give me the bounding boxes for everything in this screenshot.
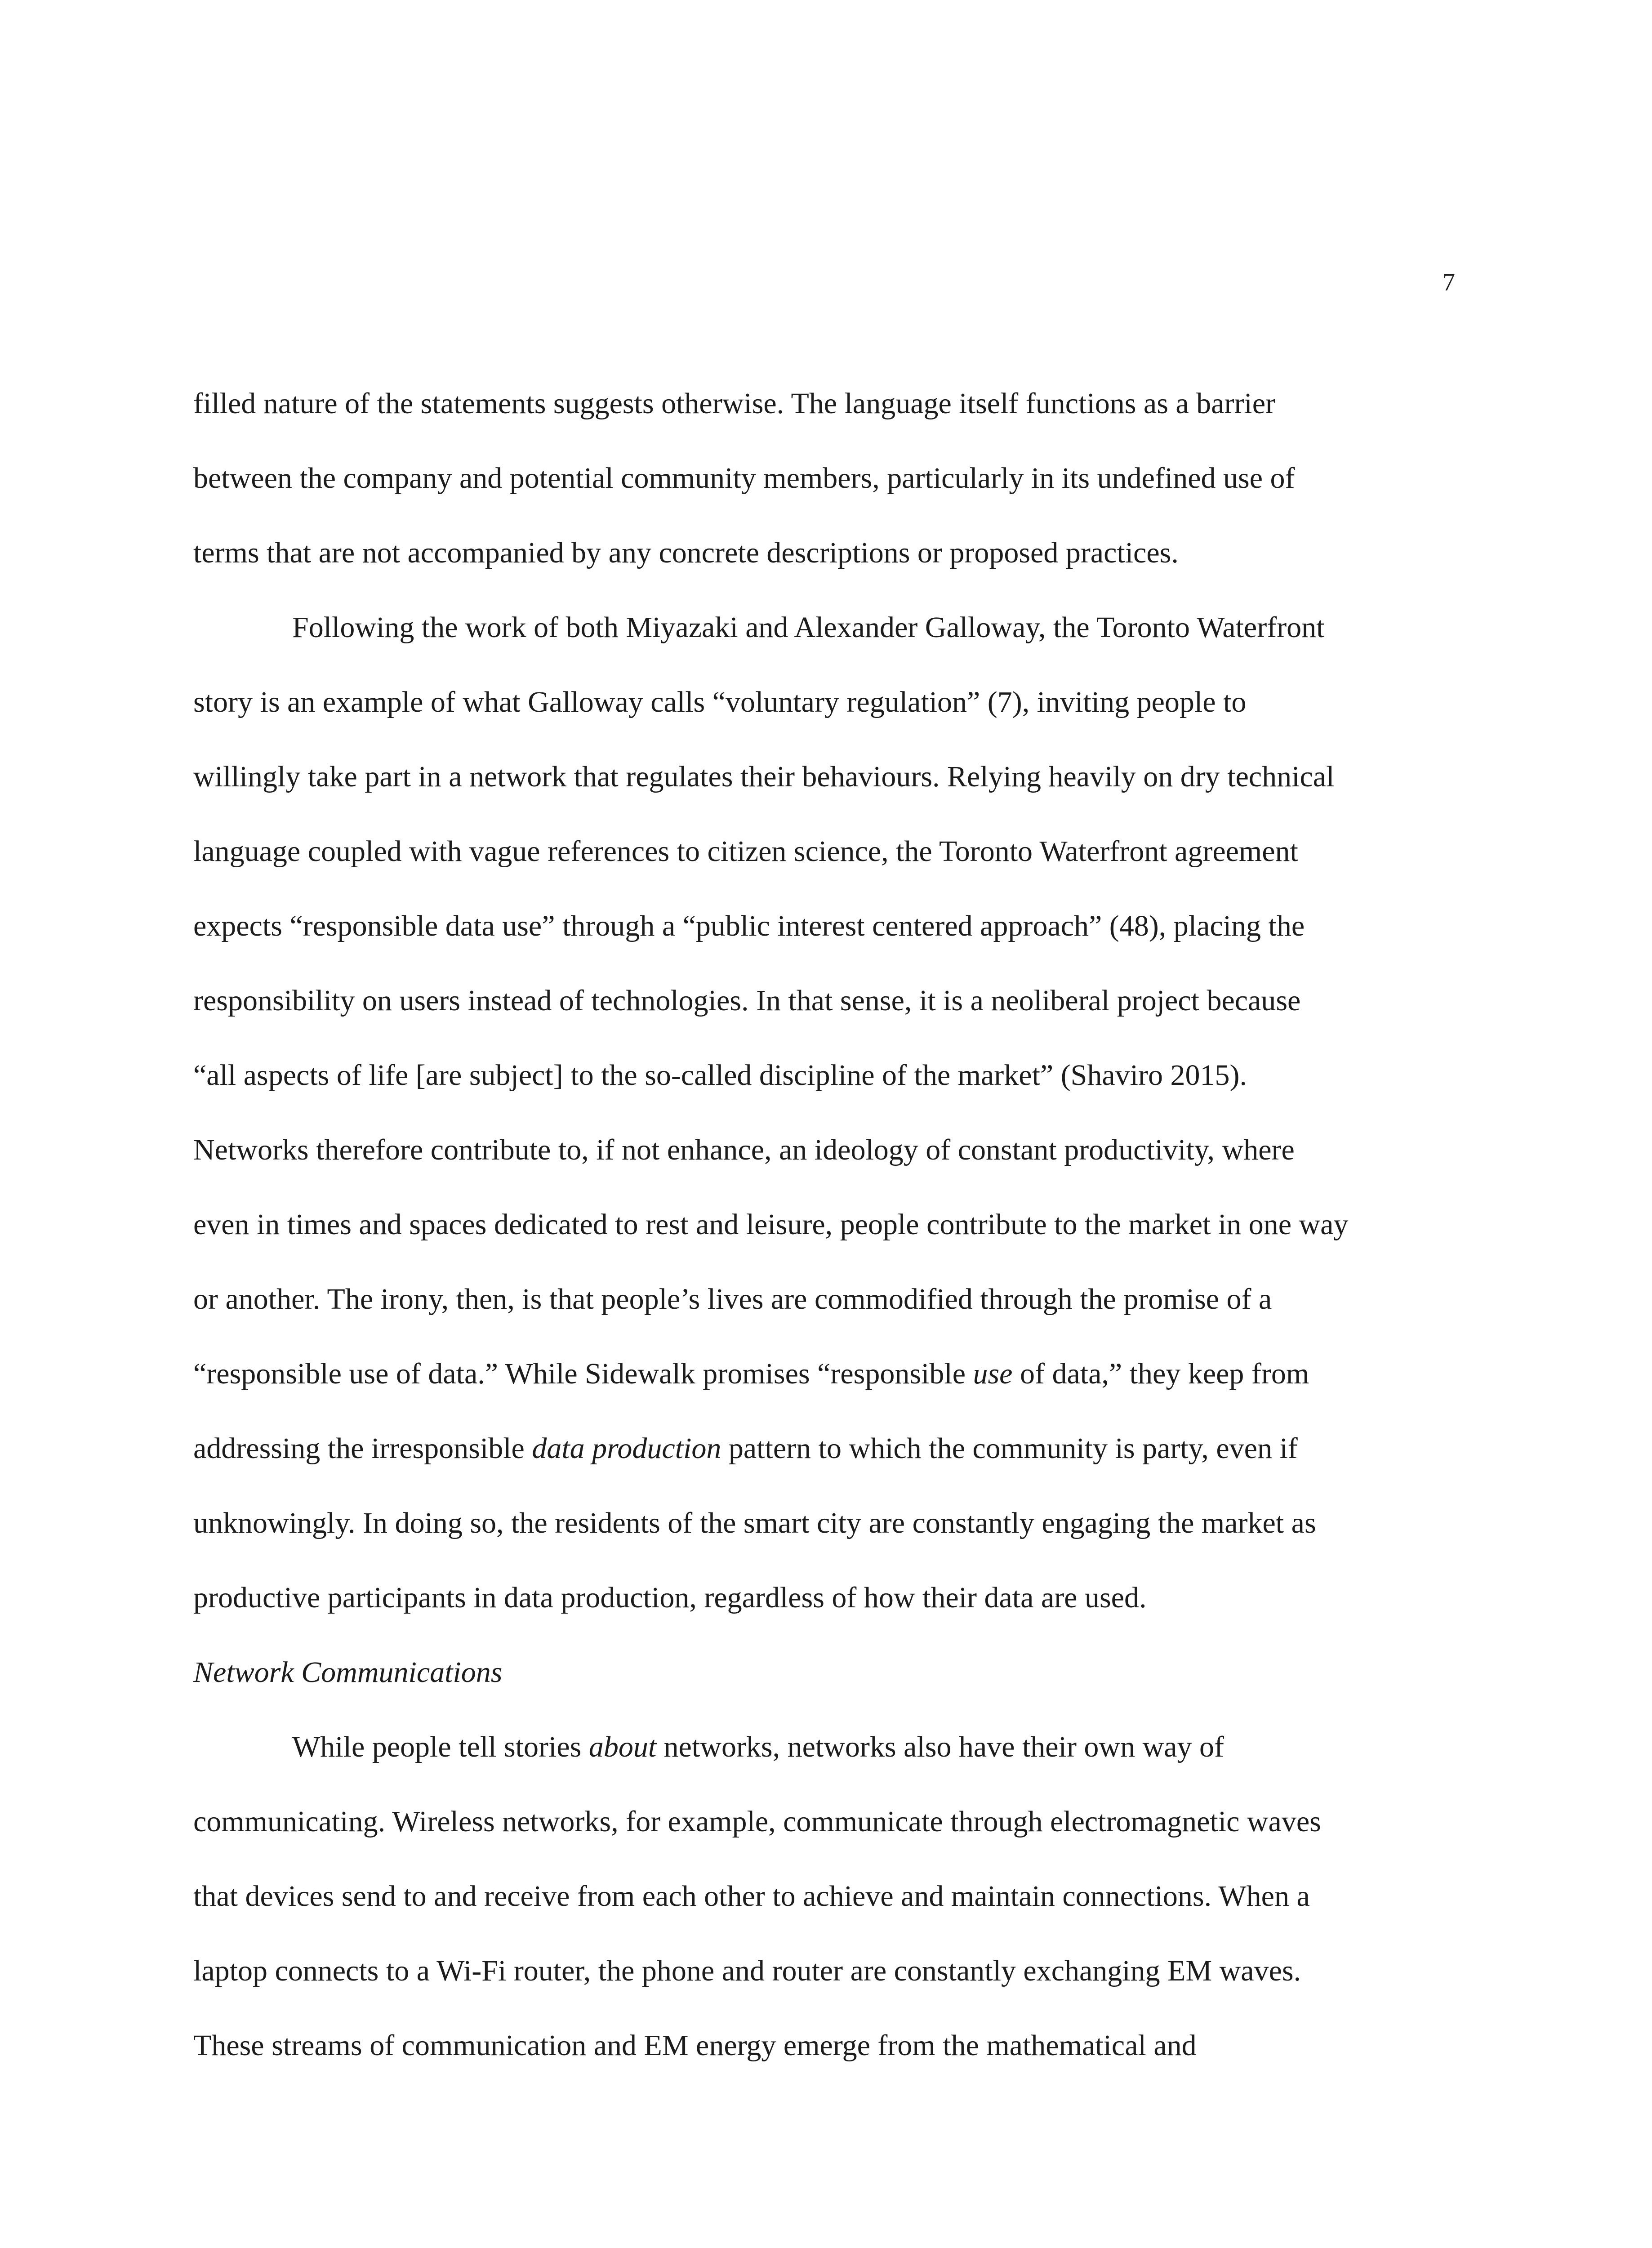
text-run: While people tell stories xyxy=(292,1731,589,1763)
text-line: communicating. Wireless networks, for example, communicate through electromagnetic waves xyxy=(193,1805,1321,1838)
text-line: These streams of communication and EM energy emerge from the mathematical and xyxy=(193,2029,1197,2062)
text-line: expects “responsible data use” through a “public interest centered approach” (48), placing the xyxy=(193,910,1305,942)
text-line xyxy=(193,1337,1456,1411)
text-line: filled nature of the statements suggests otherwise. The language itself functions as a barrier xyxy=(193,387,1276,420)
text-run: “responsible use of data.” While Sidewalk promises “responsible xyxy=(193,1357,973,1390)
italic-text: use xyxy=(973,1357,1013,1390)
text-line: Networks therefore contribute to, if not enhance, an ideology of constant productivity, where xyxy=(193,1133,1295,1166)
text-line: between the company and potential community members, particularly in its undefined use of xyxy=(193,462,1295,495)
text-line xyxy=(193,1411,1456,1486)
text-line: responsibility on users instead of technologies. In that sense, it is a neoliberal project because xyxy=(193,984,1301,1017)
text-line xyxy=(193,1710,1456,1784)
text-line: willingly take part in a network that regulates their behaviours. Relying heavily on dry technical xyxy=(193,760,1335,793)
text-line: story is an example of what Galloway calls “voluntary regulation” (7), inviting people to xyxy=(193,686,1247,718)
text-line: or another. The irony, then, is that people’s lives are commodified through the promise of a xyxy=(193,1283,1272,1316)
text-run: addressing the irresponsible xyxy=(193,1432,532,1465)
text-line: Following the work of both Miyazaki and Alexander Galloway, the Toronto Waterfront xyxy=(292,611,1325,644)
text-run: pattern to which the community is party, even if xyxy=(721,1432,1298,1465)
paragraph xyxy=(193,590,1456,1635)
text-line: language coupled with vague references to citizen science, the Toronto Waterfront agreement xyxy=(193,835,1298,868)
text-line: “all aspects of life [are subject] to the so-called discipline of the market” (Shaviro 2015). xyxy=(193,1059,1247,1092)
page-number: 7 xyxy=(1443,268,1455,296)
text-run: networks, networks also have their own way of xyxy=(656,1731,1225,1763)
text-line: unknowingly. In doing so, the residents of the smart city are constantly engaging the market as xyxy=(193,1507,1316,1539)
paragraph xyxy=(193,366,1456,590)
text-run: of data,” they keep from xyxy=(1012,1357,1309,1390)
body-text xyxy=(193,366,1456,2083)
paragraph xyxy=(193,1710,1456,2083)
text-line: laptop connects to a Wi-Fi router, the phone and router are constantly exchanging EM waves. xyxy=(193,1954,1301,1987)
italic-text: data production xyxy=(532,1432,721,1465)
text-line: even in times and spaces dedicated to rest and leisure, people contribute to the market in one way xyxy=(193,1208,1349,1241)
text-line: terms that are not accompanied by any concrete descriptions or proposed practices. xyxy=(193,536,1179,569)
section-heading: Network Communications xyxy=(193,1656,503,1689)
text-line: that devices send to and receive from each other to achieve and maintain connections. When a xyxy=(193,1880,1310,1913)
text-line: productive participants in data production, regardless of how their data are used. xyxy=(193,1581,1147,1614)
italic-text: about xyxy=(588,1731,657,1763)
